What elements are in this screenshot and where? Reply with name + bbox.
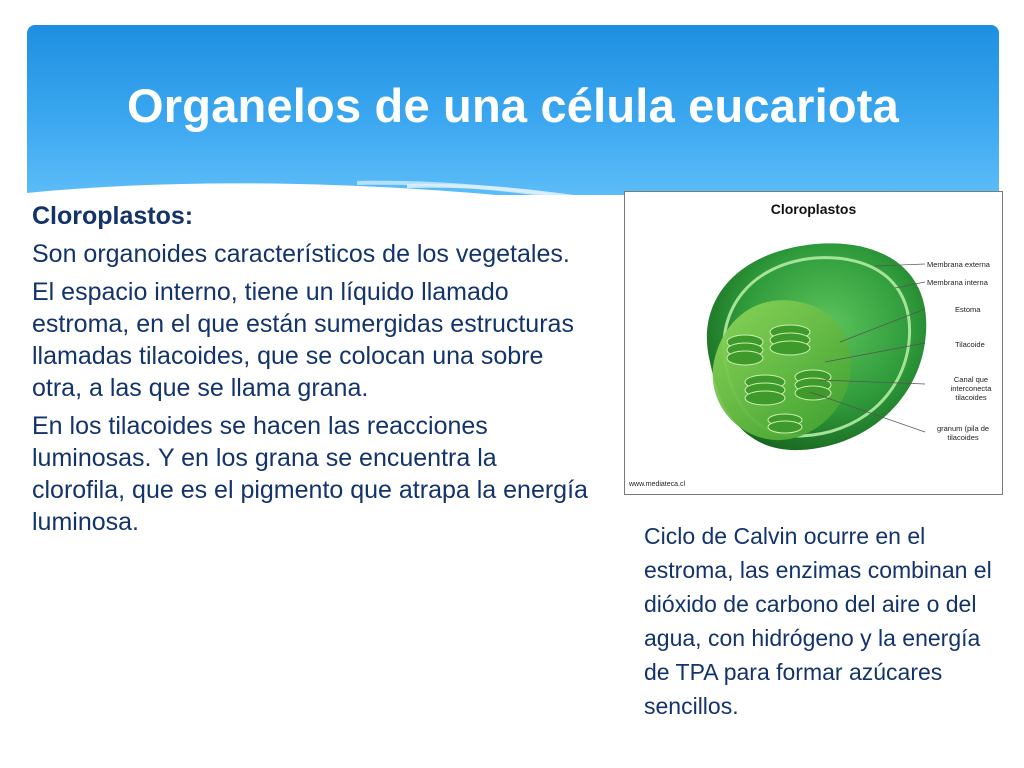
section-heading: Cloroplastos: [32, 202, 194, 230]
label-thylakoid: Tilacoide [955, 340, 985, 349]
label-channel: Canal que interconecta tilacoides [950, 375, 992, 402]
paragraph-3: En los tilacoides se hacen las reacciones luminosas. Y en los grana se encuentra la clorofila, que es el pigmento que atrapa la energía luminosa. [32, 412, 588, 536]
figure-caption: Ciclo de Calvin ocurre en el estroma, las enzimas combinan el dióxido de carbono del aire o del agua, con hidrógeno y la energía de TPA para formar azúcares sencillos. [644, 523, 992, 719]
paragraph-2: El espacio interno, tiene un líquido llamado estroma, en el que están sumergidas estructuras llamadas tilacoides, que se colocan una sobre otra, a las que se llama grana. [32, 278, 574, 402]
chloroplast-figure [624, 191, 1003, 495]
body-text [32, 200, 592, 544]
chloroplast-illustration [625, 192, 1003, 495]
figure-credit: www.mediateca.cl [629, 481, 686, 488]
label-granum: granum (pila de tilacoides [936, 424, 990, 442]
slide-title: Organelos de una célula eucariota [127, 79, 899, 132]
label-inner-membrane: Membrana interna [927, 278, 988, 287]
label-outer-membrane: Membrana externa [927, 260, 990, 269]
label-stroma: Estoma [955, 305, 981, 314]
paragraph-1: Son organoides característicos de los vegetales. [32, 240, 570, 268]
figure-title: Cloroplastos [770, 201, 857, 217]
